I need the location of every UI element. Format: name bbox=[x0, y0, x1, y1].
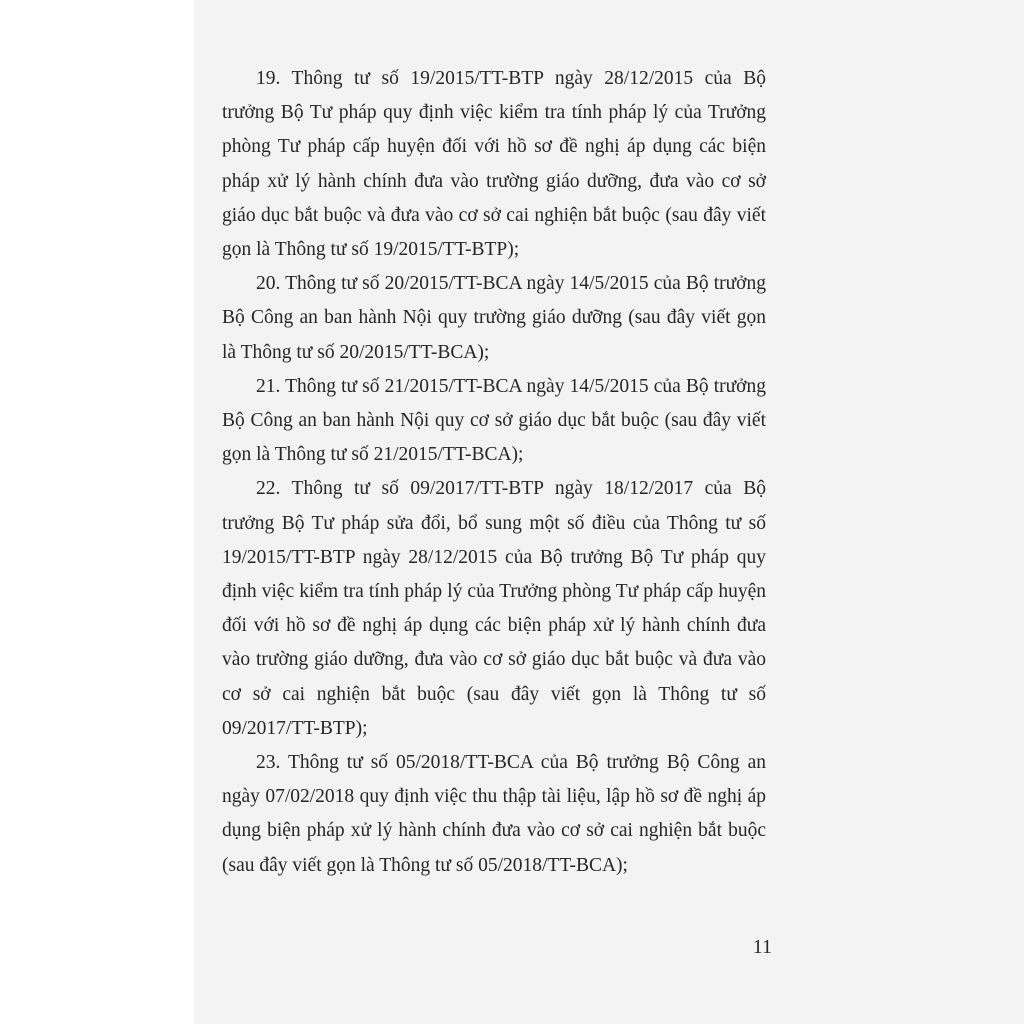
paragraph-22: 22. Thông tư số 09/2017/TT-BTP ngày 18/12/2017 của Bộ trưởng Bộ Tư pháp sửa đổi, bổ sung một số điều của Thông tư số 19/2015/TT-BTP ngày 28/12/2015 của Bộ trưởng Bộ Tư pháp quy định việc kiểm tra tính pháp lý của Trưởng phòng Tư pháp cấp huyện đối với hồ sơ đề nghị áp dụng các biện pháp xử lý hành chính đưa vào trường giáo dưỡng, đưa vào cơ sở giáo dục bắt buộc và đưa vào cơ sở cai nghiện bắt buộc (sau đây viết gọn là Thông tư số 09/2017/TT-BTP); bbox=[222, 478, 766, 739]
paragraph-20: 20. Thông tư số 20/2015/TT-BCA ngày 14/5/2015 của Bộ trưởng Bộ Công an ban hành Nội quy trường giáo dưỡng (sau đây viết gọn là Thông tư số 20/2015/TT-BCA); bbox=[222, 273, 766, 363]
paragraph-21: 21. Thông tư số 21/2015/TT-BCA ngày 14/5/2015 của Bộ trưởng Bộ Công an ban hành Nội quy cơ sở giáo dục bắt buộc (sau đây viết gọn là Thông tư số 21/2015/TT-BCA); bbox=[222, 375, 766, 466]
page-number: 11 bbox=[752, 936, 772, 958]
page-body bbox=[222, 62, 766, 883]
paragraph-23: 23. Thông tư số 05/2018/TT-BCA của Bộ trưởng Bộ Công an ngày 07/02/2018 quy định việc thu thập tài liệu, lập hồ sơ đề nghị áp dụng biện pháp xử lý hành chính đưa vào cơ sở cai nghiện bắt buộc (sau đây viết gọn là Thông tư số 05/2018/TT-BCA); bbox=[222, 752, 766, 876]
paragraph-19: 19. Thông tư số 19/2015/TT-BTP ngày 28/12/2015 của Bộ trưởng Bộ Tư pháp quy định việc kiểm tra tính pháp lý của Trưởng phòng Tư pháp cấp huyện đối với hồ sơ đề nghị áp dụng các biện pháp xử lý hành chính đưa vào trường giáo dưỡng, đưa vào cơ sở giáo dục bắt buộc và đưa vào cơ sở cai nghiện bắt buộc (sau đây viết gọn là Thông tư số 19/2015/TT-BTP); bbox=[222, 68, 766, 261]
